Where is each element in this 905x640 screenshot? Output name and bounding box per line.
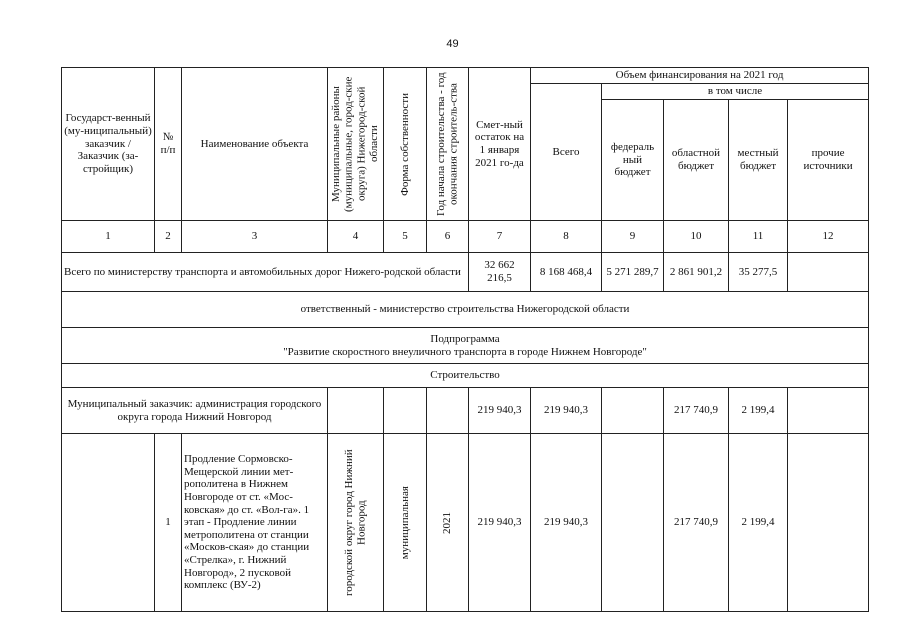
object-local: 2 199,4 bbox=[729, 434, 788, 612]
total-row bbox=[62, 253, 869, 292]
column-numbers-row bbox=[62, 221, 869, 253]
header-districts bbox=[328, 68, 384, 221]
header-customer: Государст-венный (му-ниципальный) заказчик / Заказчик (за-стройщик) bbox=[62, 68, 155, 221]
object-federal bbox=[602, 434, 664, 612]
page-number: 49 bbox=[446, 38, 459, 50]
object-district bbox=[328, 434, 384, 612]
customer-years bbox=[427, 388, 469, 434]
header-other: прочие источники bbox=[788, 100, 869, 221]
colnum-6: 6 bbox=[427, 221, 469, 253]
subprogram-title: Подпрограмма bbox=[430, 332, 500, 345]
object-customer bbox=[62, 434, 155, 612]
colnum-7: 7 bbox=[469, 221, 531, 253]
header-financing: Объем финансирования на 2021 год bbox=[531, 68, 869, 84]
header-ownership bbox=[384, 68, 427, 221]
header-including: в том числе bbox=[602, 84, 869, 100]
responsible-row: ответственный - министерство строительства Нижегородской области bbox=[62, 292, 869, 328]
total-label: Всего по министерству транспорта и автомобильных дорог Нижего-родской области bbox=[62, 253, 469, 292]
object-ownership-text: муниципальная bbox=[398, 485, 411, 560]
header-federal: федераль ный бюджет bbox=[602, 100, 664, 221]
colnum-9: 9 bbox=[602, 221, 664, 253]
customer-label: Муниципальный заказчик: администрация городского округа города Нижний Новгород bbox=[62, 388, 328, 434]
customer-regional: 217 740,9 bbox=[664, 388, 729, 434]
header-total: Всего bbox=[531, 84, 602, 221]
header-num: № п/п bbox=[155, 68, 182, 221]
object-row bbox=[62, 434, 869, 612]
subprogram-name: "Развитие скоростного внеуличного транспорта в городе Нижнем Новгороде" bbox=[283, 345, 647, 358]
object-year bbox=[427, 434, 469, 612]
subprogram-row bbox=[62, 328, 869, 364]
object-num: 1 bbox=[155, 434, 182, 612]
customer-row bbox=[62, 388, 869, 434]
object-name: Продление Сормовско-Мещерской линии мет-рополитена в Нижнем Новгороде от ст. «Мос-ковская» до ст. «Вол-га». 1 этап - Продление линии метрополитена от станции «Москов-ская» до станции «Стрелка», г. Нижний Новгород», 2 пусковой комплекс (ВУ-2) bbox=[182, 434, 328, 612]
total-sum: 8 168 468,4 bbox=[531, 253, 602, 292]
total-local: 35 277,5 bbox=[729, 253, 788, 292]
total-estimate: 32 662 216,5 bbox=[469, 253, 531, 292]
customer-federal bbox=[602, 388, 664, 434]
object-other bbox=[788, 434, 869, 612]
object-total: 219 940,3 bbox=[531, 434, 602, 612]
colnum-10: 10 bbox=[664, 221, 729, 253]
header-years-text: Год начала строительства - год окончания строитель-ства bbox=[434, 72, 460, 216]
object-regional: 217 740,9 bbox=[664, 434, 729, 612]
financing-table bbox=[61, 67, 869, 612]
header-local: местный бюджет bbox=[729, 100, 788, 221]
customer-estimate: 219 940,3 bbox=[469, 388, 531, 434]
header-districts-text: Муниципальные районы (муниципальные, город-ские округа) Нижегород-ской области bbox=[330, 76, 381, 212]
object-year-text: 2021 bbox=[441, 511, 454, 534]
total-regional: 2 861 901,2 bbox=[664, 253, 729, 292]
colnum-12: 12 bbox=[788, 221, 869, 253]
customer-total: 219 940,3 bbox=[531, 388, 602, 434]
colnum-8: 8 bbox=[531, 221, 602, 253]
header-regional: областной бюджет bbox=[664, 100, 729, 221]
total-federal: 5 271 289,7 bbox=[602, 253, 664, 292]
header-estimate: Смет-ный остаток на 1 января 2021 го-да bbox=[469, 68, 531, 221]
object-ownership bbox=[384, 434, 427, 612]
header-ownership-text: Форма собственности bbox=[398, 92, 411, 196]
colnum-4: 4 bbox=[328, 221, 384, 253]
customer-other bbox=[788, 388, 869, 434]
customer-local: 2 199,4 bbox=[729, 388, 788, 434]
colnum-2: 2 bbox=[155, 221, 182, 253]
customer-ownership bbox=[384, 388, 427, 434]
object-estimate: 219 940,3 bbox=[469, 434, 531, 612]
section-row: Строительство bbox=[62, 364, 869, 388]
colnum-3: 3 bbox=[182, 221, 328, 253]
customer-district bbox=[328, 388, 384, 434]
colnum-11: 11 bbox=[729, 221, 788, 253]
object-district-text: городской округ город Нижний Новгород bbox=[342, 449, 368, 596]
header-object-name: Наименование объекта bbox=[182, 68, 328, 221]
colnum-1: 1 bbox=[62, 221, 155, 253]
header-years bbox=[427, 68, 469, 221]
colnum-5: 5 bbox=[384, 221, 427, 253]
total-other bbox=[788, 253, 869, 292]
